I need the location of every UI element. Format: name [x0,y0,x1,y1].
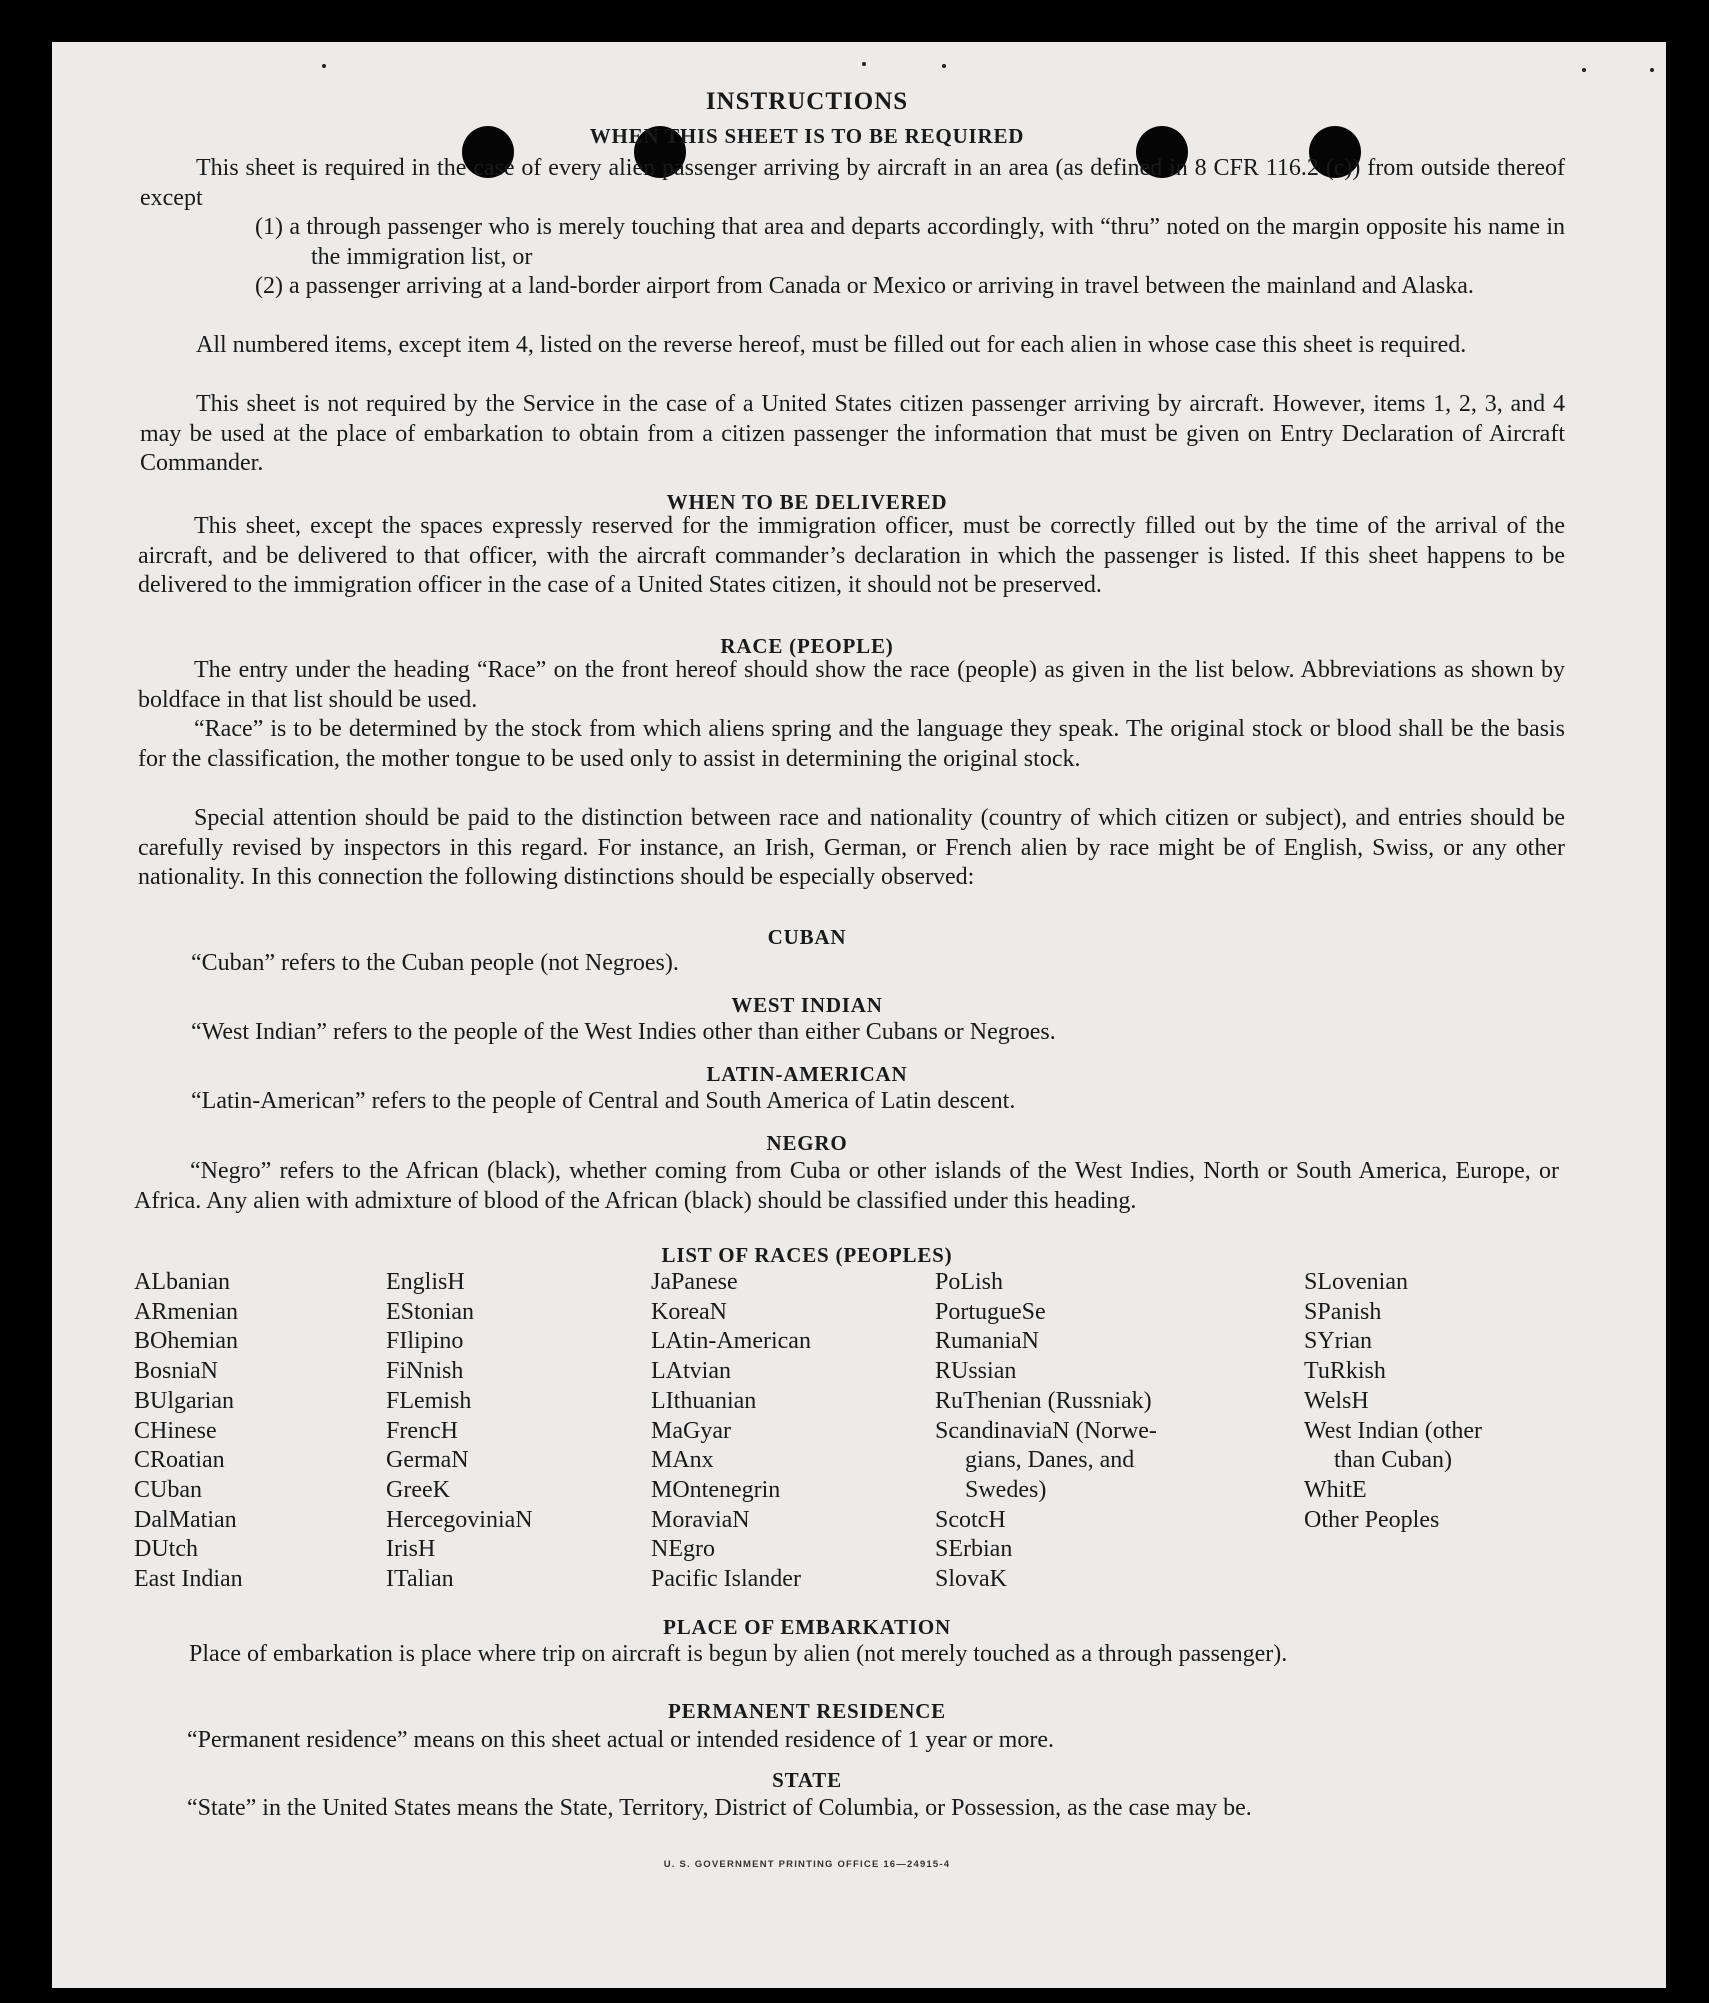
race-item: LIthuanian [651,1387,757,1414]
race-item: JaPanese [651,1269,738,1295]
race-item: CHinese [134,1417,217,1444]
race-item: MaGyar [651,1417,731,1444]
paragraph: “State” in the United States means the State, Territory, District of Columbia, or Possession, as the case may be. [187,1795,1252,1821]
race-item: BOhemian [134,1328,238,1355]
race-item: IrisH [386,1536,436,1563]
race-item: LAtin-American [651,1328,811,1355]
list-item: (2) a passenger arriving at a land-border airport from Canada or Mexico or arriving in travel between the mainland and Alaska. [255,273,1474,299]
race-item: CUban [134,1476,202,1503]
race-item: PortugueSe [935,1298,1046,1325]
race-item: PoLish [935,1269,1004,1295]
paragraph: Place of embarkation is place where trip on aircraft is begun by alien (not merely touched as a through passenger). [189,1641,1288,1667]
heading-list-of-races: LIST OF RACES (PEOPLES) [661,1243,953,1267]
list-item: (1) a through passenger who is merely touching that area and departs accordingly, with “thru” noted on the margin opposite his name in the immigration list, or [255,214,1565,270]
race-item: SPanish [1304,1298,1382,1325]
heading-place-of-embarkation: PLACE OF EMBARKATION [663,1615,951,1639]
race-item: Pacific Islander [651,1566,801,1593]
race-item: MoraviaN [651,1506,750,1533]
race-item: RuThenian (Russniak) [935,1387,1152,1414]
race-item: WhitE [1304,1476,1367,1503]
race-item: ITalian [386,1566,454,1593]
race-item: FIlipino [386,1328,464,1355]
race-item: WelsH [1304,1387,1369,1414]
race-item: GreeK [386,1476,450,1503]
heading-when-required: WHEN THIS SHEET IS TO BE REQUIRED [589,124,1025,148]
paragraph: Special attention should be paid to the distinction between race and nationality (country of which citizen or subject), and entries should be carefully revised by inspectors in this regard. For instance, an Irish, German, or French alien by race might be of English, Swiss, or any other nationality. In this connection the following distinctions should be especially observed: [138,805,1565,890]
race-column [134,1268,243,1595]
race-item: FLemish [386,1387,472,1414]
race-column [1304,1268,1482,1535]
race-item: CRoatian [134,1447,225,1474]
heading-permanent-residence: PERMANENT RESIDENCE [668,1699,946,1723]
paragraph: All numbered items, except item 4, listed on the reverse hereof, must be filled out for each alien in whose case this sheet is required. [196,332,1467,358]
race-item: FiNnish [386,1358,464,1385]
race-item: MOntenegrin [651,1476,781,1503]
race-item: gians, Danes, and [965,1447,1135,1474]
heading-west-indian: WEST INDIAN [731,993,883,1017]
race-item: ScotcH [935,1506,1006,1533]
race-column [386,1268,533,1595]
heading-when-delivered: WHEN TO BE DELIVERED [666,490,948,514]
race-item: EnglisH [386,1269,465,1295]
race-item: DUtch [134,1536,198,1563]
race-item: KoreaN [651,1298,727,1325]
heading-latin-american: LATIN-AMERICAN [706,1062,908,1086]
race-item: RUssian [935,1358,1017,1385]
race-item: ScandinaviaN (Norwe- [935,1417,1157,1444]
race-item: BUlgarian [134,1387,234,1414]
race-item: RumaniaN [935,1328,1039,1355]
race-item: FrencH [386,1417,458,1444]
race-item: DalMatian [134,1506,237,1533]
printer-imprint: U. S. GOVERNMENT PRINTING OFFICE 16—24915-4 [663,1859,951,1870]
race-item: EStonian [386,1298,474,1325]
heading-negro: NEGRO [766,1131,848,1155]
paragraph: “Negro” refers to the African (black), whether coming from Cuba or other islands of the West Indies, North or South America, Europe, or Africa. Any alien with admixture of blood of the African (black) should be classified under this heading. [134,1158,1559,1214]
race-column [935,1268,1157,1595]
race-item: SLovenian [1304,1269,1408,1295]
paragraph: “Latin-American” refers to the people of Central and South America of Latin descent. [191,1088,1016,1114]
heading-cuban: CUBAN [767,925,847,949]
race-item: East Indian [134,1566,243,1593]
paragraph: “Race” is to be determined by the stock from which aliens spring and the language they speak. The original stock or blood shall be the basis for the classification, the mother tongue to be used only to assist in determining the original stock. [138,716,1565,772]
race-column [651,1268,811,1595]
race-item: NEgro [651,1536,715,1563]
race-item: Swedes) [965,1476,1047,1503]
race-item: MAnx [651,1447,714,1474]
race-item: Other Peoples [1304,1506,1440,1533]
race-item: TuRkish [1304,1358,1386,1385]
paragraph: “West Indian” refers to the people of the West Indies other than either Cubans or Negroes. [191,1019,1056,1045]
race-item: West Indian (other [1304,1417,1483,1444]
race-item: than Cuban) [1334,1447,1452,1474]
paragraph: This sheet is required in the case of every alien passenger arriving by aircraft in an area (as defined in 8 CFR 116.2 (c)) from outside thereof except [140,155,1565,211]
paragraph: This sheet, except the spaces expressly reserved for the immigration officer, must be correctly filled out by the time of the arrival of the aircraft, and be delivered to that officer, with the aircraft commander’s declaration in which the passenger is listed. If this sheet happens to be delivered to the immigration officer in the case of a United States citizen, it should not be preserved. [138,513,1565,598]
paragraph: This sheet is not required by the Service in the case of a United States citizen passenger arriving by aircraft. However, items 1, 2, 3, and 4 may be used at the place of embarkation to obtain from a citizen passenger the information that must be given on Entry Declaration of Aircraft Commander. [140,391,1565,476]
paragraph: The entry under the heading “Race” on the front hereof should show the race (people) as given in the list below. Abbreviations as shown by boldface in that list should be used. [138,657,1565,713]
paragraph: “Cuban” refers to the Cuban people (not Negroes). [191,950,679,976]
race-item: SYrian [1304,1328,1372,1355]
race-item: ALbanian [134,1269,230,1295]
race-item: SErbian [935,1536,1013,1563]
paragraph: “Permanent residence” means on this sheet actual or intended residence of 1 year or more. [187,1727,1054,1753]
race-item: HercegoviniaN [386,1506,533,1533]
race-item: LAtvian [651,1358,731,1385]
heading-race: RACE (PEOPLE) [720,634,894,658]
race-item: GermaN [386,1447,469,1474]
heading-state: STATE [772,1768,842,1792]
race-item: ARmenian [134,1298,238,1325]
race-item: BosniaN [134,1358,218,1385]
page-title: INSTRUCTIONS [705,88,909,115]
document-page [52,42,1666,1988]
race-item: SlovaK [935,1566,1007,1593]
